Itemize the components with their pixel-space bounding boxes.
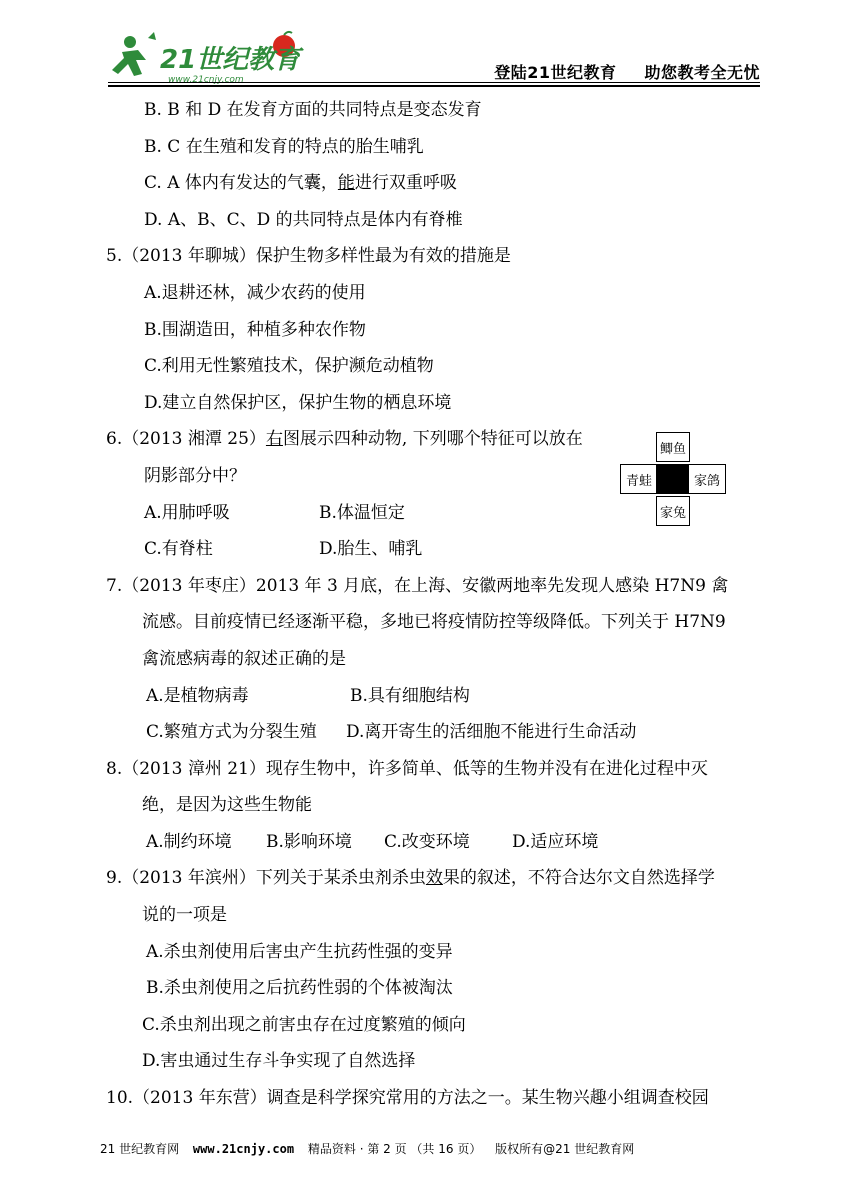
q6-animal-diagram xyxy=(620,432,726,527)
slogan-right: 助您教考全无忧 xyxy=(644,63,760,82)
q9-stem-2: 说的一项是 xyxy=(142,905,227,926)
running-figure-icon xyxy=(112,32,156,76)
diagram-cell-left: 青蛙 xyxy=(620,464,658,494)
logo-url: www.21cnjy.com xyxy=(168,75,244,85)
footer-copyright: 版权所有@21 世纪教育网 xyxy=(495,1142,635,1156)
diagram-cell-bottom: 家兔 xyxy=(656,496,690,526)
q6-options-ab: A.用肺呼吸 B.体温恒定 xyxy=(144,502,405,523)
header-slogan xyxy=(494,60,760,83)
q7-stem-2: 流感。目前疫情已经逐渐平稳，多地已将疫情防控等级降低。下列关于 H7N9 xyxy=(142,612,726,633)
q5-stem: 5.（2013 年聊城）保护生物多样性最为有效的措施是 xyxy=(106,246,511,267)
footer-name: 21 世纪教育网 xyxy=(100,1142,180,1156)
footer-site: www.21cnjy.com xyxy=(192,1142,295,1156)
slogan-left: 登陆21世纪教育 xyxy=(494,63,617,82)
q7-stem-3: 禽流感病毒的叙述正确的是 xyxy=(142,648,346,669)
q7-stem-1: 7.（2013 年枣庄）2013 年 3 月底，在上海、安徽两地率先发现人感染 H7N9 禽 xyxy=(106,575,729,596)
q9-option-a: A.杀虫剂使用后害虫产生抗药性强的变异 xyxy=(146,941,453,962)
q8-stem-1: 8.（2013 漳州 21）现存生物中，许多简单、低等的生物并没有在进化过程中灭 xyxy=(106,758,708,779)
diagram-cell-right: 家鸽 xyxy=(688,464,726,494)
q5-option-b: B.围湖造田，种植多种农作物 xyxy=(144,319,366,340)
page-footer xyxy=(100,1140,760,1157)
header-rule-thick xyxy=(108,85,760,87)
q9-option-c: C.杀虫剂出现之前害虫存在过度繁殖的倾向 xyxy=(142,1014,466,1035)
q5-option-d: D.建立自然保护区，保护生物的栖息环境 xyxy=(144,392,452,413)
page-header xyxy=(108,30,760,88)
q9-stem-1: 9.（2013 年滨州）下列关于某杀虫剂杀虫效果的叙述，不符合达尔文自然选择学 xyxy=(106,868,715,889)
q5-option-c: C.利用无性繁殖技术，保护濒危动植物 xyxy=(144,356,434,377)
q7-options-ab: A.是植物病毒 B.具有细胞结构 xyxy=(146,685,470,706)
q10-stem-1: 10.（2013 年东营）调查是科学探究常用的方法之一。某生物兴趣小组调查校园 xyxy=(106,1088,709,1109)
logo-text: 21世纪教育 xyxy=(160,45,301,75)
q9-option-d: D.害虫通过生存斗争实现了自然选择 xyxy=(142,1051,416,1072)
questions xyxy=(106,92,760,1117)
q5-option-a: A.退耕还林，减少农药的使用 xyxy=(144,282,366,303)
q4-option-d: D. A、B、C、D 的共同特点是体内有脊椎 xyxy=(144,209,463,230)
q6-options-cd: C.有脊柱 D.胎生、哺乳 xyxy=(144,539,423,560)
header-rule xyxy=(108,82,760,83)
q8-options: A.制约环境 B.影响环境 C.改变环境 D.适应环境 xyxy=(146,831,599,852)
footer-page-info: 精品资料 · 第 2 页 （共 16 页） xyxy=(307,1142,482,1156)
q9-option-b: B.杀虫剂使用之后抗药性弱的个体被淘汰 xyxy=(146,978,453,999)
q6-stem-2: 阴影部分中？ xyxy=(144,465,246,486)
q8-stem-2: 绝，是因为这些生物能 xyxy=(142,795,312,816)
diagram-cell-top: 鲫鱼 xyxy=(656,432,690,462)
q4-option-b: B. B 和 D 在发育方面的共同特点是变态发育 xyxy=(144,100,482,120)
q4-option-a: C. A 体内有发达的气囊，能进行双重呼吸 xyxy=(144,173,457,194)
q7-options-cd: C.繁殖方式为分裂生殖 D.离开寄生的活细胞不能进行生命活动 xyxy=(146,722,637,743)
diagram-shaded-cell xyxy=(656,464,690,494)
q4-option-c: B. C 在生殖和发育的特点的胎生哺乳 xyxy=(144,136,424,157)
q6-stem: 6.（2013 湘潭 25）右图展示四种动物, 下列哪个特征可以放在 xyxy=(106,429,583,450)
site-logo xyxy=(108,30,308,88)
